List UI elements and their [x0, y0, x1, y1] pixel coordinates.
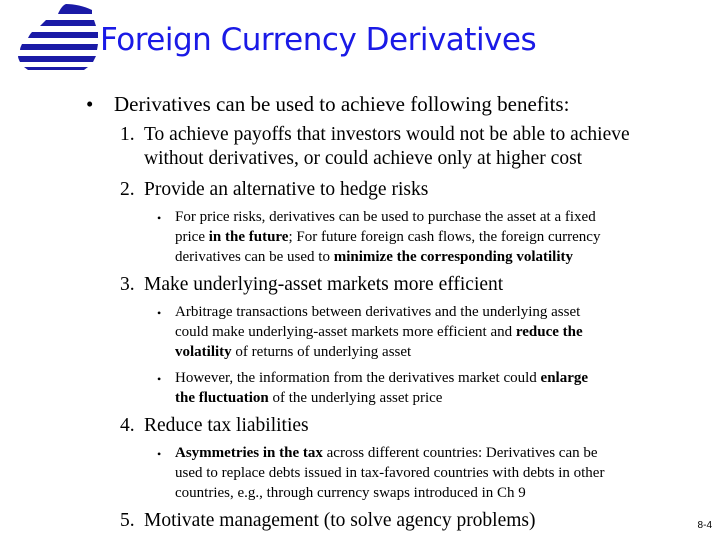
- list-item: [120, 414, 700, 438]
- list-item: [120, 123, 700, 171]
- sub-line: volatility of returns of underlying asset: [175, 344, 412, 360]
- sub-line: price in the future; For future foreign cash flows, the foreign currency: [175, 229, 601, 245]
- sub-line: used to replace debts issued in tax-favored countries with debts in other: [175, 465, 605, 481]
- sub-line: derivatives can be used to minimize the corresponding volatility: [175, 249, 573, 265]
- sub-line: However, the information from the derivatives market could enlarge: [175, 370, 589, 386]
- sub-line: the fluctuation of the underlying asset price: [175, 390, 443, 406]
- list-item: [120, 509, 700, 533]
- item-number: 4.: [120, 415, 135, 436]
- item-number: 3.: [120, 274, 135, 295]
- sub-bullet-marker: •: [157, 306, 162, 320]
- slide-number: 8-4: [697, 520, 712, 531]
- item-number: 5.: [120, 510, 135, 531]
- list-item: [120, 178, 700, 202]
- sub-bullet: [157, 302, 697, 362]
- sub-line: could make underlying-asset markets more efficient and reduce the: [175, 324, 583, 340]
- list-item: [120, 273, 700, 297]
- sub-bullet-marker: •: [157, 447, 162, 461]
- item-line: Provide an alternative to hedge risks: [144, 179, 429, 200]
- item-number: 1.: [120, 124, 135, 145]
- sub-bullet: [157, 207, 697, 267]
- sub-line: countries, e.g., through currency swaps introduced in Ch 9: [175, 485, 526, 501]
- sub-bullet: [157, 443, 697, 503]
- bullet-text: Derivatives can be used to achieve following benefits:: [114, 92, 570, 116]
- sub-bullet-marker: •: [157, 372, 162, 386]
- item-line: To achieve payoffs that investors would not be able to achieve: [144, 124, 630, 145]
- sub-line: Arbitrage transactions between derivatives and the underlying asset: [175, 304, 581, 320]
- sub-line: For price risks, derivatives can be used to purchase the asset at a fixed: [175, 209, 596, 225]
- item-line: without derivatives, or could achieve only at higher cost: [144, 148, 583, 169]
- bullet-marker: •: [86, 92, 94, 116]
- sub-bullet-marker: •: [157, 211, 162, 225]
- item-line: Reduce tax liabilities: [144, 415, 309, 436]
- globe-logo-icon: [18, 2, 98, 70]
- slide-title: Foreign Currency Derivatives: [100, 22, 537, 58]
- sub-bullet: [157, 368, 697, 408]
- item-line: Make underlying-asset markets more efficient: [144, 274, 504, 295]
- item-number: 2.: [120, 179, 135, 200]
- sub-line: Asymmetries in the tax across different countries: Derivatives can be: [175, 445, 598, 461]
- item-line: Motivate management (to solve agency problems): [144, 510, 536, 531]
